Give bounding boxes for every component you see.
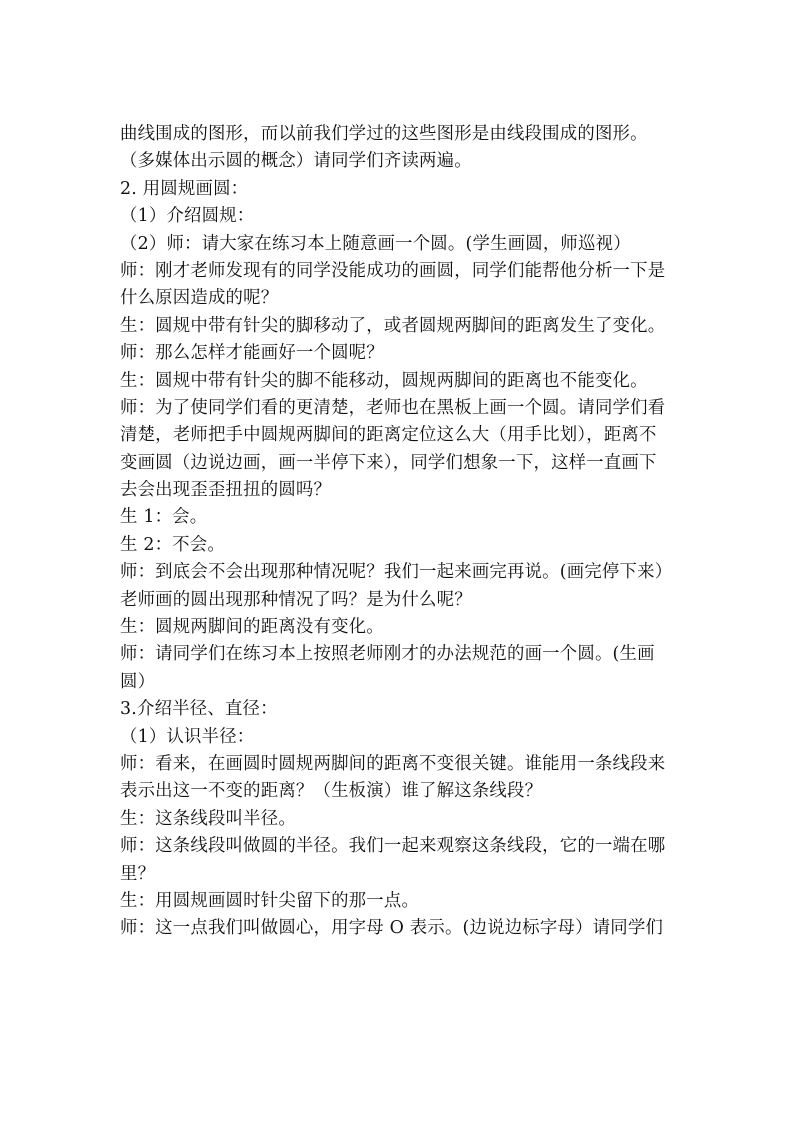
text-line: 曲线围成的图形，而以前我们学过的这些图形是由线段围成的图形。: [120, 124, 648, 144]
subsection-heading: （1）介绍圆规：: [120, 206, 255, 227]
text-line: 里？: [120, 863, 156, 884]
text-line: 师：这条线段叫做圆的半径。我们一起来观察这条线段，它的一端在哪: [120, 836, 666, 857]
text-line: 师：那么怎样才能画好一个圆呢？: [120, 343, 384, 364]
text-line: （多媒体出示圆的概念）请同学们齐读两遍。: [120, 151, 472, 172]
text-line: 生：这条线段叫半径。: [120, 808, 296, 829]
text-line: 师：这一点我们叫做圆心，用字母 O 表示。(边说边标字母）请同学们: [120, 918, 664, 939]
text-line: 生 2：不会。: [120, 534, 225, 555]
subsection-heading: （1）认识半径：: [120, 726, 255, 747]
text-line: 生：圆规中带有针尖的脚不能移动，圆规两脚间的距离也不能变化。: [120, 370, 648, 391]
text-line: 师：刚才老师发现有的同学没能成功的画圆，同学们能帮他分析一下是: [120, 260, 666, 281]
section-heading: 2. 用圆规画圆：: [120, 178, 249, 199]
text-line: 变画圆（边说边画，画一半停下来），同学们想象一下，这样一直画下: [120, 452, 657, 473]
text-line: 圆）: [120, 671, 156, 692]
document-body: [120, 121, 700, 943]
text-line: 生：用圆规画圆时针尖留下的那一点。: [120, 890, 420, 911]
text-line: 师：到底会不会出现那种情况呢？我们一起来画完再说。(画完停下来）: [120, 562, 673, 583]
text-line: （2）师：请大家在练习本上随意画一个圆。(学生画圆，师巡视）: [120, 233, 631, 254]
text-line: 生 1：会。: [120, 507, 208, 528]
text-line: 去会出现歪歪扭扭的圆吗？: [120, 480, 332, 501]
text-line: 师：为了使同学们看的更清楚，老师也在黑板上画一个圆。请同学们看: [120, 397, 666, 418]
text-line: 清楚，老师把手中圆规两脚间的距离定位这么大（用手比划），距离不: [120, 425, 657, 446]
text-line: 什么原因造成的呢？: [120, 288, 279, 309]
section-heading: 3.介绍半径、直径：: [120, 699, 278, 720]
text-line: 师：请同学们在练习本上按照老师刚才的办法规范的画一个圆。(生画: [120, 644, 655, 665]
text-line: 表示出这一不变的距离？（生板演）谁了解这条线段？: [120, 781, 543, 802]
text-line: 生：圆规两脚间的距离没有变化。: [120, 617, 384, 638]
text-line: 师：看来，在画圆时圆规两脚间的距离不变很关键。谁能用一条线段来: [120, 753, 666, 774]
text-line: 老师画的圆出现那种情况了吗？是为什么呢？: [120, 589, 472, 610]
text-line: 生：圆规中带有针尖的脚移动了，或者圆规两脚间的距离发生了变化。: [120, 315, 666, 336]
